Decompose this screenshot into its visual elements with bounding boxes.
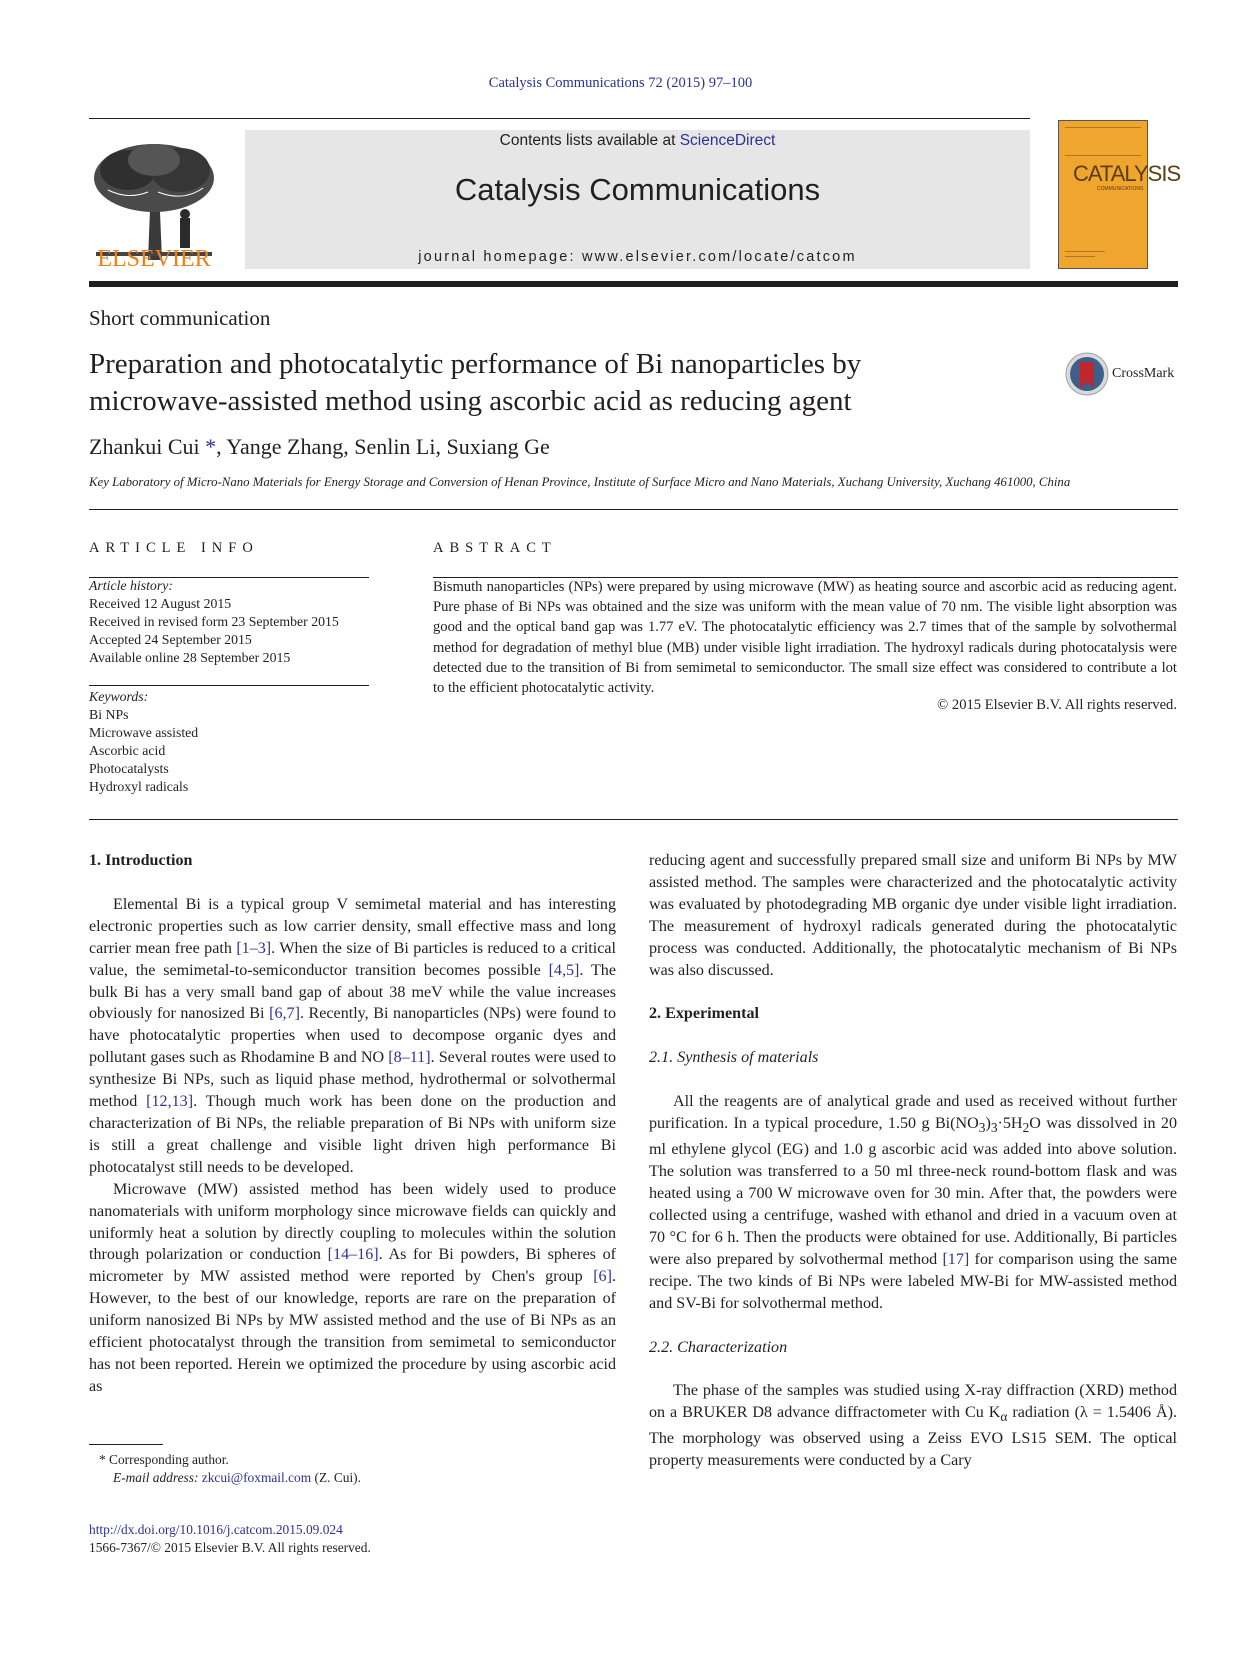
issn-copyright: 1566-7367/© 2015 Elsevier B.V. All rights reserved. xyxy=(89,1540,371,1555)
history-item: Available online 28 September 2015 xyxy=(89,650,291,665)
text-run: radiation (λ = 1.5406 Å). The morphology was observed using a Zeiss EVO LS15 SEM. The optical property measurements were conducted by a Cary xyxy=(649,1404,1177,1470)
cover-subtitle: COMMUNICATIONS xyxy=(1097,186,1144,192)
journal-cover-thumbnail[interactable] xyxy=(1058,120,1181,269)
divider xyxy=(89,819,1178,820)
intro-paragraph-2 xyxy=(89,1179,616,1398)
cover-rule xyxy=(1065,127,1141,128)
history-item: Received 12 August 2015 xyxy=(89,596,232,611)
journal-homepage[interactable]: journal homepage: www.elsevier.com/locate/catcom xyxy=(418,249,857,265)
footnote-mark: * xyxy=(99,1452,106,1467)
corresponding-author-note xyxy=(89,1451,361,1469)
characterization-paragraph xyxy=(649,1380,1177,1472)
text-run: All the reagents are of analytical grade and used as received without further purification. In a typical procedure, 1.50 g Bi(NO xyxy=(649,1093,1177,1133)
title-line-2: microwave-assisted method using ascorbic acid as reducing agent xyxy=(89,385,852,417)
journal-reference[interactable]: Catalysis Communications 72 (2015) 97–100 xyxy=(488,75,753,91)
cover-rule xyxy=(1065,256,1095,257)
history-item: Received in revised form 23 September 2015 xyxy=(89,614,339,629)
article-info-heading: ARTICLE INFO xyxy=(89,540,259,556)
footnote-text: Corresponding author. xyxy=(105,1452,229,1467)
subscript: α xyxy=(1000,1409,1008,1425)
email-suffix: (Z. Cui). xyxy=(311,1470,361,1485)
text-run: Elemental Bi is a typical group V semimetal material and has interesting electronic properties such as low carrier density, small effective mass and long carrier mean free path xyxy=(89,895,616,957)
header-bottom-rule xyxy=(89,281,1178,287)
crossmark-badge[interactable] xyxy=(1065,352,1185,398)
authors-rest: , Yange Zhang, Senlin Li, Suxiang Ge xyxy=(216,434,550,459)
paper-title xyxy=(89,346,989,420)
text-run: for comparison using the same recipe. The two kinds of Bi NPs were labeled MW-Bi for MW-assisted method and SV-Bi for solvothermal method. xyxy=(649,1250,1177,1312)
citation-link[interactable]: [8–11] xyxy=(388,1049,431,1067)
contents-prefix: Contents lists available at xyxy=(499,132,680,149)
email-label: E-mail address: xyxy=(113,1470,202,1485)
text-run: . When the size of Bi particles is reduced to a critical value, the semimetal-to-semiconductor transition becomes possible xyxy=(89,939,616,979)
abstract-text: Bismuth nanoparticles (NPs) were prepared by using microwave (MW) as heating source and ascorbic acid as reducing agent. Pure phase of Bi NPs was obtained and the size was uniform with the mean value of 70 nm. The visible light absorption was good and the optical band gap was 1.77 eV. The photocatalytic efficiency was 2.7 times that of the sample by solvothermal method for degradation of methyl blue (MB) under visible light irradiation. The hydroxyl radicals during photocatalysis were detected due to the transition of Bi from semimetal to semiconductor. The small size effect was considered to contribute a lot to the efficient photocatalytic activity. xyxy=(433,579,1177,697)
text-run: . The bulk Bi has a very small band gap of about 38 meV while the value increases obviously for nanosized Bi xyxy=(89,961,617,1023)
cover-title: CATALYSIS xyxy=(1073,161,1181,186)
keywords-label: Keywords: xyxy=(89,689,149,704)
subscript: 2 xyxy=(1022,1120,1030,1136)
citation-link[interactable]: [6] xyxy=(593,1268,612,1286)
title-line-1: Preparation and photocatalytic performance of Bi nanoparticles by xyxy=(89,348,862,380)
cover-rule xyxy=(1065,251,1105,252)
subsection-heading-characterization: 2.2. Characterization xyxy=(649,1338,788,1356)
citation-link[interactable]: [6,7] xyxy=(269,1005,300,1023)
corresponding-author-mark[interactable]: * xyxy=(205,434,217,459)
citation-link[interactable]: [4,5] xyxy=(548,961,580,979)
cover-rule xyxy=(1065,155,1141,156)
article-type: Short communication xyxy=(89,306,271,330)
keyword-item: Bi NPs xyxy=(89,707,129,722)
affiliation: Key Laboratory of Micro-Nano Materials for Energy Storage and Conversion of Henan Province, Institute of Surface Micro and Nano Materials, Xuchang University, Xuchang 461000, China xyxy=(89,475,1071,489)
text-run: . As for Bi powders, Bi spheres of micrometer by MW assisted method were reported by Chen's group xyxy=(89,1246,616,1286)
article-history xyxy=(89,577,339,667)
crossmark-label: CrossMark xyxy=(1112,366,1175,381)
text-run: . However, to the best of our knowledge, reports are rare on the preparation of uniform nanosized Bi NPs by MW assisted method and the use of Bi NPs as an efficient photocatalyst through the transition from semimetal to semiconductor has not been reported. Herein we optimized the procedure by using ascorbic acid as xyxy=(89,1268,616,1395)
section-heading-experimental: 2. Experimental xyxy=(649,1005,759,1023)
keyword-item: Microwave assisted xyxy=(89,725,199,740)
synthesis-paragraph xyxy=(649,1091,1177,1314)
email-link[interactable]: zkcui@foxmail.com xyxy=(201,1470,312,1485)
text-run: . Several routes were used to synthesize Bi NPs, such as liquid phase method, hydrothermal or solvothermal method xyxy=(89,1049,616,1111)
text-run: O was dissolved in 20 ml ethylene glycol (EG) and 1.0 g ascorbic acid was added into above solution. The solution was transferred to a 50 ml three-neck round-bottom flask and was heated using a 700 W microwave oven for 30 min. After that, the powders were collected using a centrifuge, washed with ethanol and dried in a vacuum oven at 70 °C for 6 h. Then the products were obtained for use. Additionally, Bi particles were also prepared by solvothermal method xyxy=(649,1115,1178,1268)
elsevier-wordmark: ELSEVIER xyxy=(97,246,211,272)
citation-link[interactable]: [12,13] xyxy=(146,1093,194,1111)
history-label: Article history: xyxy=(89,578,173,593)
footnote xyxy=(89,1451,361,1487)
abstract-copyright: © 2015 Elsevier B.V. All rights reserved. xyxy=(937,697,1177,713)
email-note xyxy=(89,1469,361,1487)
citation-link[interactable]: [1–3] xyxy=(236,939,272,957)
sciencedirect-link[interactable]: ScienceDirect xyxy=(679,132,776,149)
text-run: ·5H xyxy=(997,1115,1023,1133)
body-right-column xyxy=(649,850,1177,1472)
history-item: Accepted 24 September 2015 xyxy=(89,632,252,647)
text-run: The phase of the samples was studied using X-ray diffraction (XRD) method on a BRUKER D8 advance diffractometer with Cu K xyxy=(649,1382,1177,1422)
text-run: . Recently, Bi nanoparticles (NPs) were found to have photocatalytic properties when used to decompose organic dyes and pollutant gases such as Rhodamine B and NO xyxy=(89,1005,617,1067)
doi-link[interactable]: http://dx.doi.org/10.1016/j.catcom.2015.09.024 xyxy=(89,1522,343,1537)
citation-link[interactable]: [14–16] xyxy=(327,1246,379,1264)
author-list xyxy=(89,434,550,460)
intro-paragraph-1 xyxy=(89,894,616,1179)
body-left-column xyxy=(89,850,616,1398)
subscript: 3 xyxy=(978,1120,986,1136)
crossmark-icon xyxy=(1065,352,1109,396)
keyword-item: Hydroxyl radicals xyxy=(89,779,189,794)
journal-name: Catalysis Communications xyxy=(454,172,821,207)
section-heading-introduction: 1. Introduction xyxy=(89,852,193,869)
keyword-item: Photocatalysts xyxy=(89,761,169,776)
header-top-rule xyxy=(89,118,1030,119)
divider xyxy=(89,509,1178,510)
author-first: Zhankui Cui xyxy=(89,434,206,459)
contents-line xyxy=(245,132,1030,150)
footnote-rule xyxy=(89,1444,163,1445)
keywords xyxy=(89,688,198,796)
doi-block xyxy=(89,1521,371,1557)
subsection-heading-synthesis: 2.1. Synthesis of materials xyxy=(649,1049,819,1067)
divider xyxy=(89,685,369,686)
intro-paragraph-continued: reducing agent and successfully prepared small size and uniform Bi NPs by MW assisted method. The samples were characterized and the photocatalytic activity was evaluated by photodegrading MB organic dye under visible light irradiation. The measurement of hydroxyl radicals generated during the photocatalytic process was conducted. Additionally, the photocatalytic mechanism of Bi NPs was also discussed. xyxy=(649,852,1177,979)
citation-link[interactable]: [17] xyxy=(942,1250,970,1268)
subscript: 3 xyxy=(990,1120,998,1136)
text-run: Microwave (MW) assisted method has been widely used to produce nanomaterials with uniform morphology since microwave fields can quickly and uniformly heat a solution by directly coupling to molecules within the solution through polarization or conduction xyxy=(89,1180,616,1264)
text-run: ) xyxy=(985,1115,991,1133)
keyword-item: Ascorbic acid xyxy=(89,743,166,758)
text-run: . Though much work has been done on the production and characterization of Bi NPs, the reliable preparation of Bi NPs with uniform size is still a great challenge and visible light driven high performance Bi photocatalyst still needs to be developed. xyxy=(89,1093,616,1176)
abstract-heading: ABSTRACT xyxy=(433,540,557,556)
